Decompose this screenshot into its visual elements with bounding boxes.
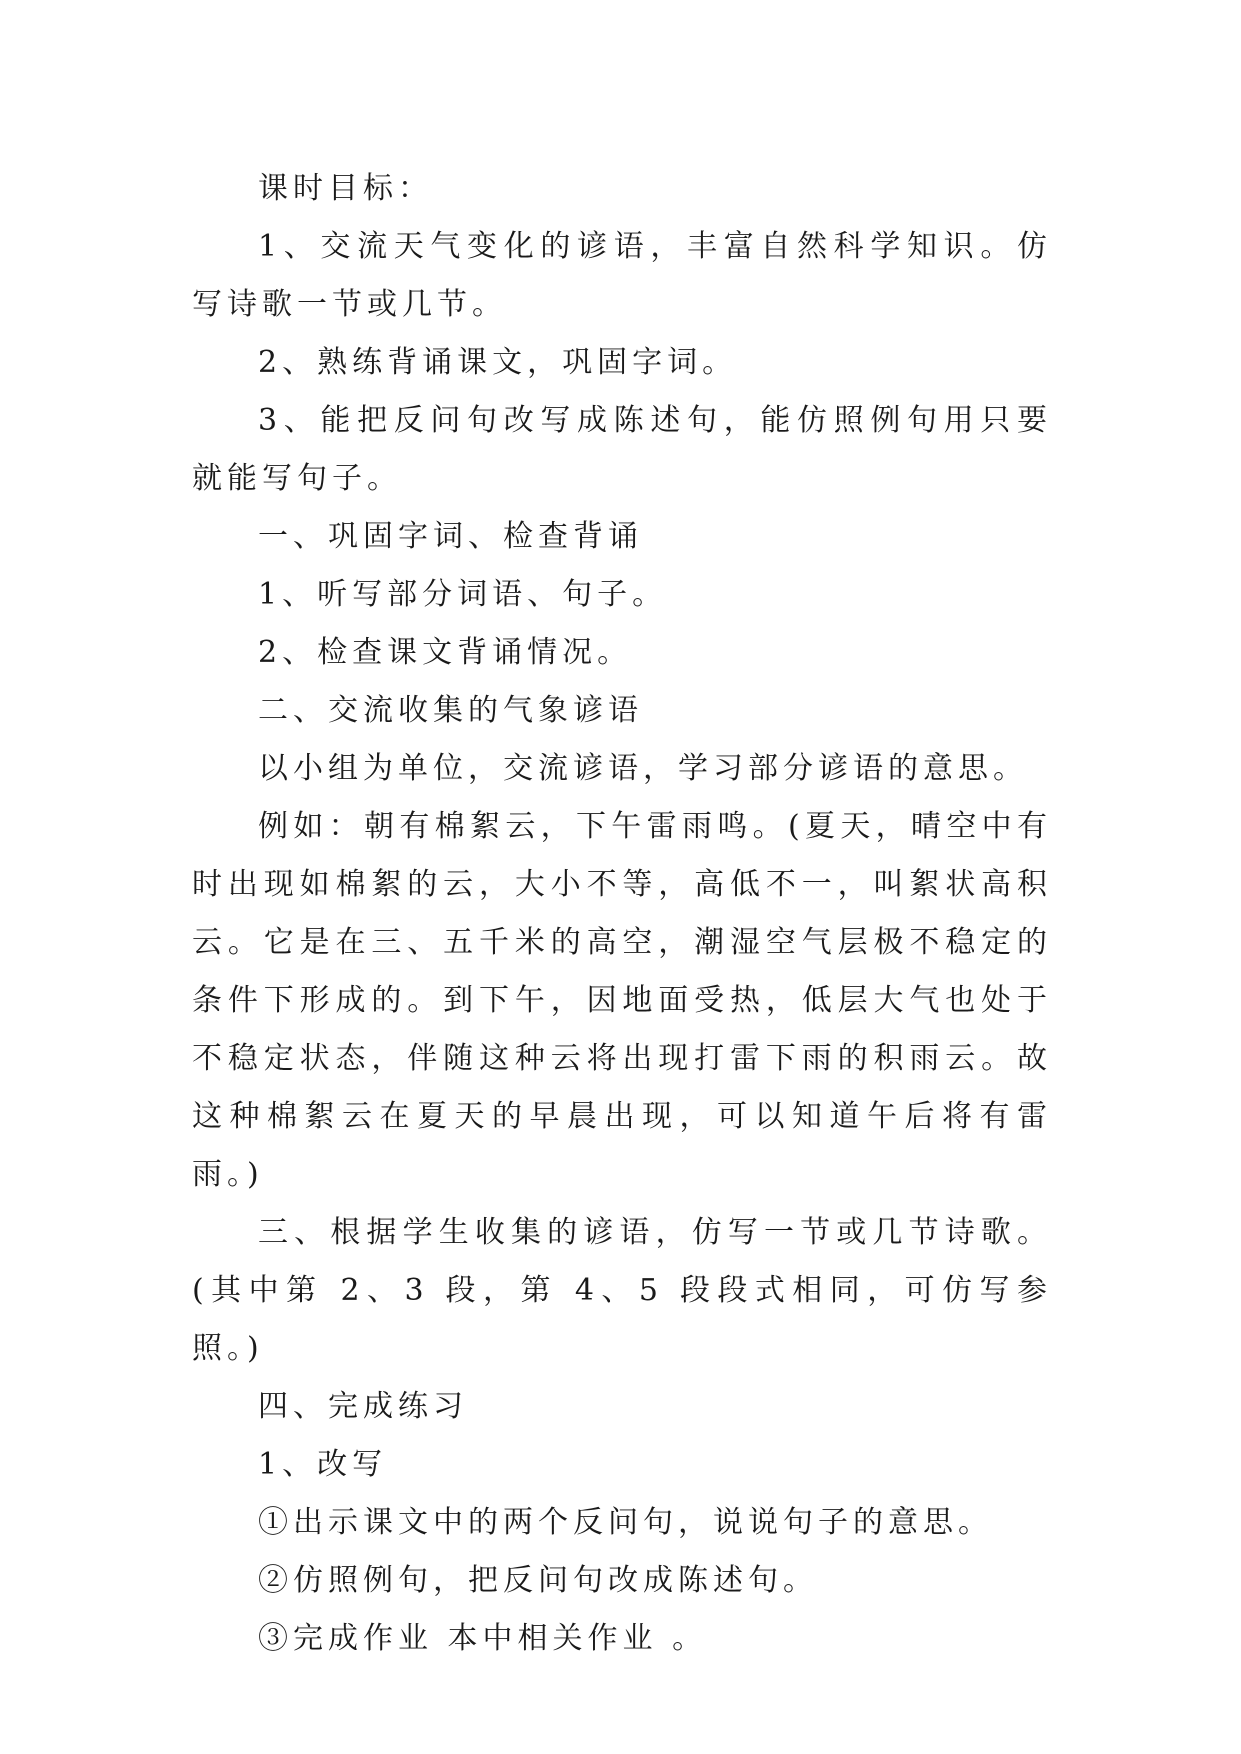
heading-lesson-goals: 课时目标： (258, 171, 433, 206)
section-2-text: 以小组为单位，交流谚语，学习部分谚语的意思。 (258, 751, 1028, 786)
goal-item-1: 1、交流天气变化的谚语，丰富自然科学知识。仿写诗歌一节或几节。 (192, 229, 1052, 322)
section-4-subitem-3: ③完成作业 本中相关作业 。 (258, 1621, 708, 1656)
section-4-subitem-2: ②仿照例句，把反问句改成陈述句。 (258, 1563, 818, 1598)
document-body (192, 160, 1052, 1668)
section-heading-1: 一、巩固字词、检查背诵 (258, 519, 643, 554)
goal-item-3: 3、能把反问句改写成陈述句，能仿照例句用只要就能写句子。 (192, 403, 1052, 496)
section-1-item-1: 1、听写部分词语、句子。 (258, 577, 668, 612)
section-4-subitem-1: ①出示课文中的两个反问句，说说句子的意思。 (258, 1505, 993, 1540)
section-4-item-1: 1、改写 (258, 1447, 388, 1482)
section-2-example: 例如：朝有棉絮云，下午雷雨鸣。(夏天，晴空中有时出现如棉絮的云，大小不等，高低不一，叫絮状高积云。它是在三、五千米的高空，潮湿空气层极不稳定的条件下形成的。到下午，因地面受热，低层大气也处于不稳定状态，伴随这种云将出现打雷下雨的积雨云。故这种棉絮云在夏天的早晨出现，可以知道午后将有雷雨。) (192, 809, 1052, 1192)
section-heading-3: 三、根据学生收集的谚语，仿写一节或几节诗歌。(其中第 2、3 段，第 4、5 段段式相同，可仿写参照。) (192, 1215, 1052, 1366)
section-1-item-2: 2、检查课文背诵情况。 (258, 635, 633, 670)
section-heading-2: 二、交流收集的气象谚语 (258, 693, 643, 728)
goal-item-2: 2、熟练背诵课文，巩固字词。 (258, 345, 738, 380)
section-heading-4: 四、完成练习 (258, 1389, 468, 1424)
